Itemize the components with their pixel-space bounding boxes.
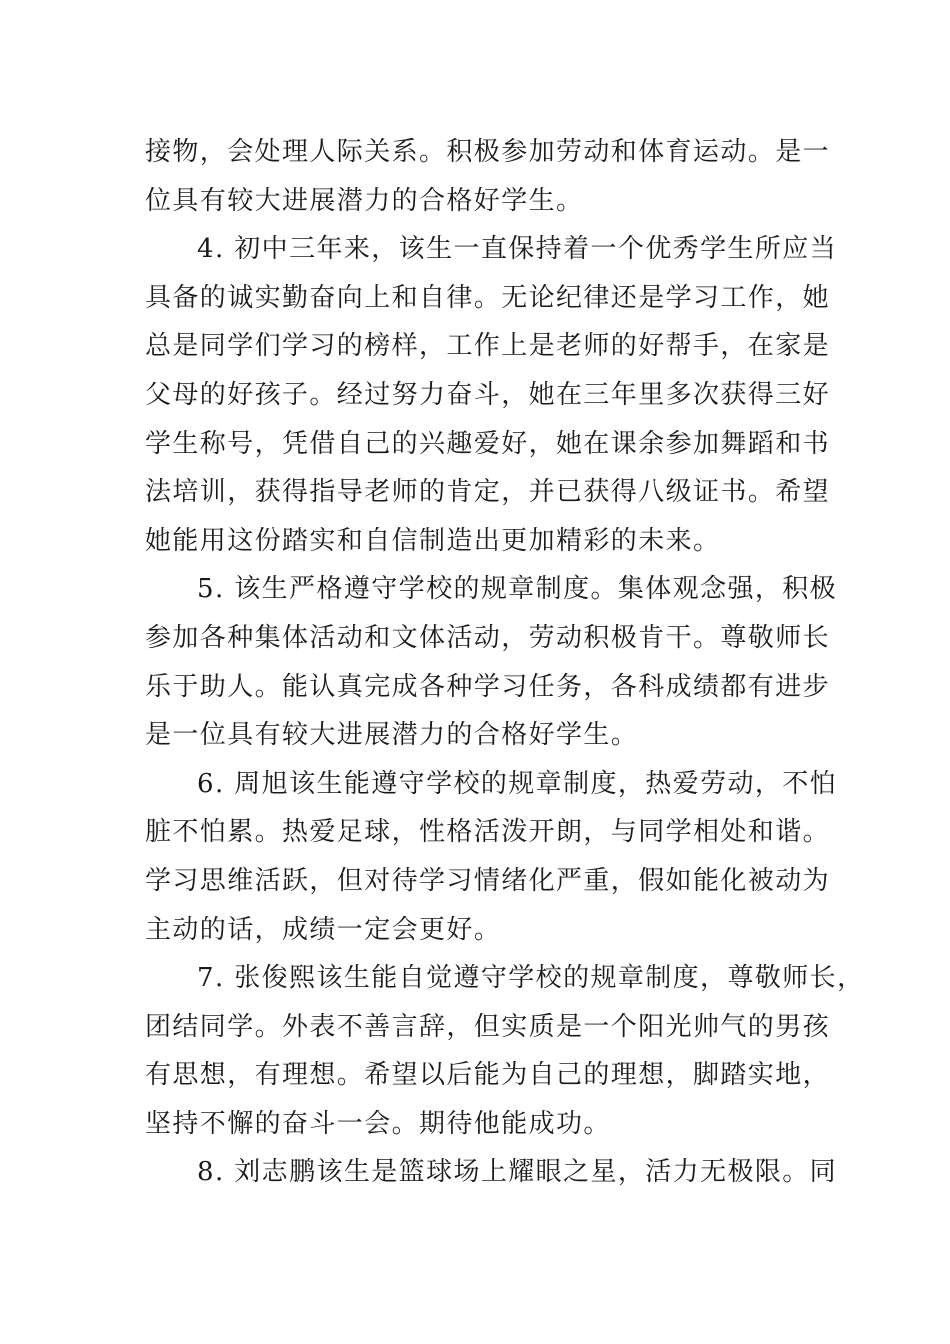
body-text xyxy=(145,128,865,1197)
text-line: 学生称号，凭借自己的兴趣爱好，她在课余参加舞蹈和书 xyxy=(145,428,831,459)
text-line: 脏不怕累。热爱足球，性格活泼开朗，与同学相处和谐。 xyxy=(145,817,831,848)
text-line: 父母的好孩子。经过努力奋斗，她在三年里多次获得三好 xyxy=(145,379,831,410)
text-line: 参加各种集体活动和文体活动，劳动积极肯干。尊敬师长 xyxy=(145,622,831,653)
text-line: 总是同学们学习的榜样，工作上是老师的好帮手，在家是 xyxy=(145,331,831,362)
text-line: 是一位具有较大进展潜力的合格好学生。 xyxy=(145,720,639,751)
text-line: 团结同学。外表不善言辞，但实质是一个阳光帅气的男孩 xyxy=(145,1011,831,1042)
text-line: 有思想，有理想。希望以后能为自己的理想，脚踏实地， xyxy=(145,1060,831,1091)
text-line: 位具有较大进展潜力的合格好学生。 xyxy=(145,185,584,216)
text-line: 坚持不懈的奋斗一会。期待他能成功。 xyxy=(145,1108,611,1139)
text-line: 具备的诚实勤奋向上和自律。无论纪律还是学习工作，她 xyxy=(145,282,831,313)
text-line: 乐于助人。能认真完成各种学习任务，各科成绩都有进步 xyxy=(145,671,831,702)
list-item-7-first-line: 7. 张俊熙该生能自觉遵守学校的规章制度，尊敬师长， xyxy=(197,963,865,994)
list-item-6-first-line: 6. 周旭该生能遵守学校的规章制度，热爱劳动，不怕 xyxy=(197,768,838,799)
text-line: 法培训，获得指导老师的肯定，并已获得八级证书。希望 xyxy=(145,477,831,508)
list-item-8-first-line: 8. 刘志鹏该生是篮球场上耀眼之星，活力无极限。同 xyxy=(197,1157,838,1188)
list-item-4-first-line: 4. 初中三年来，该生一直保持着一个优秀学生所应当 xyxy=(197,234,838,265)
text-line: 主动的话，成绩一定会更好。 xyxy=(145,914,502,945)
text-line: 她能用这份踏实和自信制造出更加精彩的未来。 xyxy=(145,525,721,556)
text-line: 接物，会处理人际关系。积极参加劳动和体育运动。是一 xyxy=(145,137,831,167)
list-item-5-first-line: 5. 该生严格遵守学校的规章制度。集体观念强，积极 xyxy=(197,574,838,605)
text-line: 学习思维活跃，但对待学习情绪化严重，假如能化被动为 xyxy=(145,865,831,896)
